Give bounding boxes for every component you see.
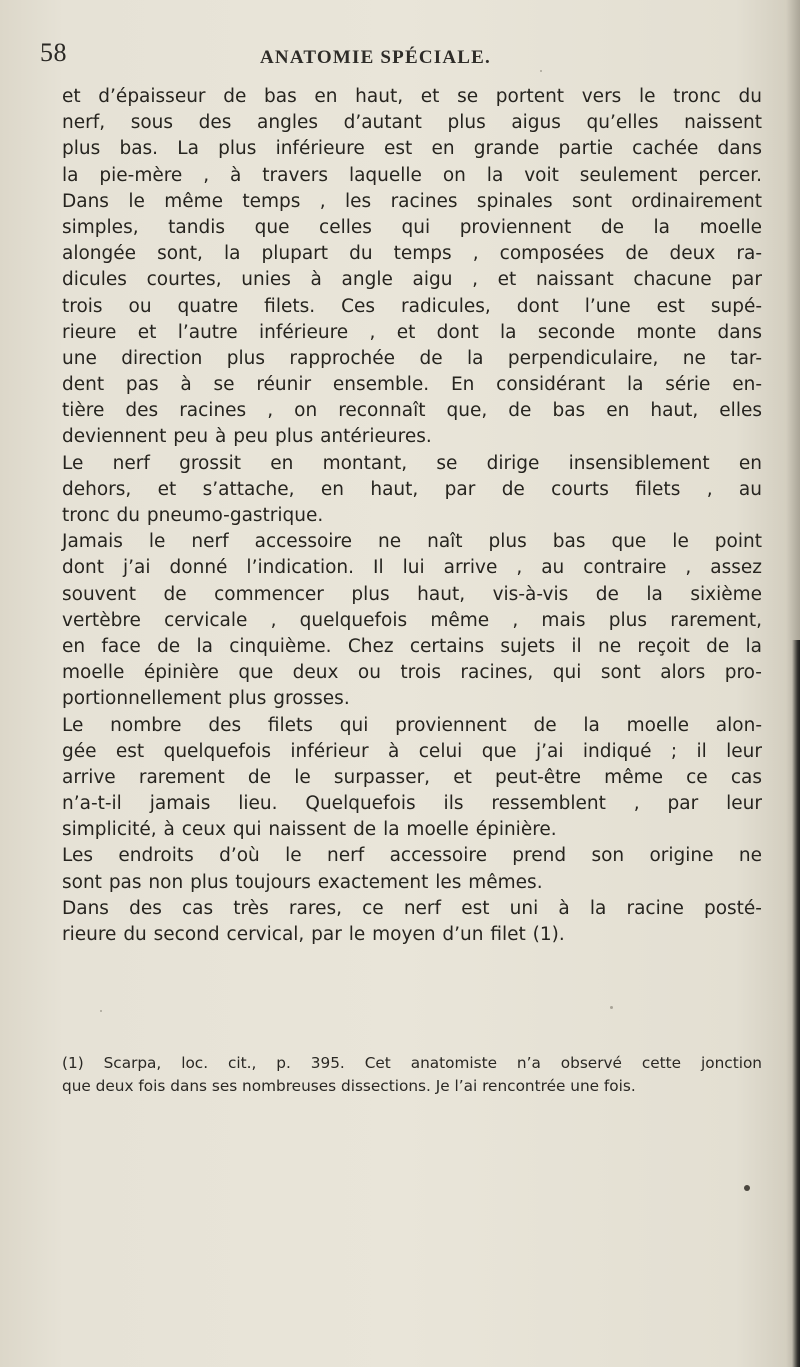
text-line: deviennent peu à peu plus antérieures. [62,426,432,448]
footnote-line: (1) Scarpa, loc. cit., p. 395. Cet anatomiste n’a observé cette jonction [62,1054,762,1072]
text-line: dent pas à se réunir ensemble. En considérant la série en- [62,374,762,396]
body-text [62,84,762,948]
text-line: sont pas non plus toujours exactement les mêmes. [62,871,543,893]
text-line: arrive rarement de le surpasser, et peut-être même ce cas [62,766,762,788]
text-line: dicules courtes, unies à angle aigu , et naissant chacune par [62,269,762,291]
footnote [62,1052,762,1098]
ink-spot [744,1185,750,1191]
text-line: nerf, sous des angles d’autant plus aigus qu’elles naissent [62,112,762,134]
text-line: simples, tandis que celles qui proviennent de la moelle [62,216,762,238]
text-line: dont j’ai donné l’indication. Il lui arrive , au contraire , assez [62,557,762,579]
text-line: la pie-mère , à travers laquelle on la voit seulement percer. [62,164,762,186]
text-line: gée est quelquefois inférieur à celui que j’ai indiqué ; il leur [62,740,762,762]
text-line: souvent de commencer plus haut, vis-à-vis de la sixième [62,583,762,605]
text-line: une direction plus rapprochée de la perpendiculaire, ne tar- [62,347,762,369]
paper-speck [100,1010,102,1012]
text-line: trois ou quatre filets. Ces radicules, dont l’une est supé- [62,295,762,317]
text-line: en face de la cinquième. Chez certains sujets il ne reçoit de la [62,635,762,657]
text-line: Le nombre des filets qui proviennent de la moelle alon- [62,714,762,736]
footnote-line: que deux fois dans ses nombreuses dissections. Je l’ai rencontrée une fois. [62,1077,636,1095]
text-line: Le nerf grossit en montant, se dirige insensiblement en [62,452,762,474]
text-line: tronc du pneumo-gastrique. [62,505,324,526]
running-title: ANATOMIE SPÉCIALE. [260,47,491,68]
text-line: Dans des cas très rares, ce nerf est uni à la racine posté- [62,897,762,919]
text-line: Jamais le nerf accessoire ne naît plus bas que le point [62,531,762,553]
text-line: Les endroits d’où le nerf accessoire prend son origine ne [62,845,762,867]
text-line: portionnellement plus grosses. [62,688,350,710]
text-line: dehors, et s’attache, en haut, par de courts filets , au [62,478,762,500]
text-line: rieure du second cervical, par le moyen d’un filet (1). [62,924,565,945]
text-line: simplicité, à ceux qui naissent de la moelle épinière. [62,819,557,841]
page-number: 58 [40,38,67,67]
text-line: vertèbre cervicale , quelquefois même , mais plus rarement, [62,609,762,631]
text-line: alongée sont, la plupart du temps , composées de deux ra- [62,243,762,265]
text-line: moelle épinière que deux ou trois racines, qui sont alors pro- [62,662,762,684]
text-line: tière des racines , on reconnaît que, de bas en haut, elles [62,400,762,422]
text-line: Dans le même temps , les racines spinales sont ordinairement [62,190,762,212]
text-line: et d’épaisseur de bas en haut, et se portent vers le tronc du [62,86,762,107]
book-binding-edge [792,640,800,1367]
text-line: rieure et l’autre inférieure , et dont la seconde monte dans [62,321,762,343]
text-line: plus bas. La plus inférieure est en grande partie cachée dans [62,138,762,160]
paper-speck [610,1006,613,1009]
paper-speck [540,70,542,72]
text-line: n’a-t-il jamais lieu. Quelquefois ils ressemblent , par leur [62,793,762,815]
